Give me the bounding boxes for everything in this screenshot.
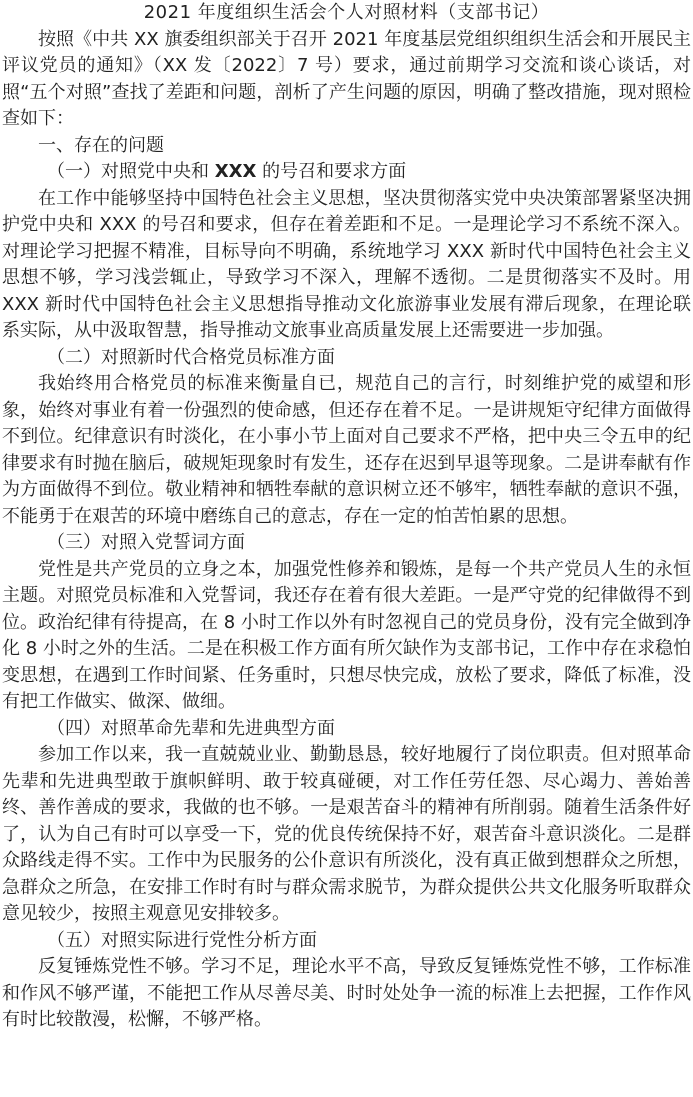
subsection-body-2: 我始终用合格党员的标准来衡量自已，规范自己的言行，时刻维护党的威望和形象，始终对事业有着一份强烈的使命感，但还存在着不足。一是讲规矩守纪律方面做得不到位。纪律意识有时淡化，在小事小节上面对自己要求不严格，把中央三令五申的纪律要求有时抛在脑后，破规矩现象时有发生，还存在迟到早退等现象。二是讲奉献有作为方面做得不到位。敬业精神和牺牲奉献的意识树立还不够牢，牺牲奉献的意识不强，不能勇于在艰苦的环境中磨练自己的意志，存在一定的怕苦怕累的思想。 [2, 373, 691, 527]
subsection-heading-1 [2, 159, 691, 186]
subsection-heading-2: （二）对照新时代合格党员标准方面 [47, 346, 335, 368]
subsection-heading-1-prefix: （一）对照党中央和 [47, 161, 215, 182]
subsection-heading-4: （四）对照革命先辈和先进典型方面 [47, 717, 335, 739]
section-heading-problems: 一、存在的问题 [38, 134, 164, 156]
document-title: 2021 年度组织生活会个人对照材料（支部书记） [143, 2, 550, 23]
subsection-heading-5: （五）对照实际进行党性分析方面 [47, 929, 317, 951]
subsection-body-5: 反复锤炼党性不够。学习不足，理论水平不高，导致反复锤炼党性不够，工作标准和作风不够严谨，不能把工作从尽善尽美、时时处处争一流的标准上去把握，工作作风有时比较散漫，松懈，不够严格。 [2, 956, 691, 1030]
intro-paragraph: 按照《中共 XX 旗委组织部关于召开 2021 年度基层党组织组织生活会和开展民主评议党员的通知》（XX 发〔2022〕7 号）要求，通过前期学习交流和谈心谈话，对照“五个对照”查找了差距和问题，剖析了产生问题的原因，明确了整改措施，现对照检查如下： [2, 28, 691, 129]
subsection-body-4: 参加工作以来，我一直兢兢业业、勤勤恳恳，较好地履行了岗位职责。但对照革命先辈和先进典型敢于旗帜鲜明、敢于较真碰硬，对工作任劳任怨、尽心竭力、善始善终、善作善成的要求，我做的也不够。一是艰苦奋斗的精神有所削弱。随着生活条件好了，认为自己有时可以享受一下，党的优良传统保持不好，艰苦奋斗意识淡化。二是群众路线走得不实。工作中为民服务的公仆意识有所淡化，没有真正做到想群众之所想，急群众之所急，在安排工作时有时与群众需求脱节，为群众提供公共文化服务听取群众意见较少，按照主观意见安排较多。 [2, 744, 691, 924]
subsection-heading-1-bold: XXX [214, 161, 257, 182]
subsection-body-3: 党性是共产党员的立身之本，加强党性修养和锻炼，是每一个共产党员人生的永恒主题。对照党员标准和入党誓词，我还存在着有很大差距。一是严守党的纪律做得不到位。政治纪律有待提高，在 8 小时工作以外有时忽视自己的党员身份，没有完全做到净化 8 小时之外的生活。二是在积极工作方面有所欠缺作为支部书记，工作中存在求稳怕变思想，在遇到工作时间紧、任务重时，只想尽快完成，放松了要求，降低了标准，没有把工作做实、做深、做细。 [2, 558, 691, 712]
subsection-body-1: 在工作中能够坚持中国特色社会主义思想，坚决贯彻落实党中央决策部署紧坚决拥护党中央和 XXX 的号召和要求，但存在着差距和不足。一是理论学习不系统不深入。对理论学习把握不精准，目标导向不明确，系统地学习 XXX 新时代中国特色社会主义思想不够，学习浅尝辄止，导致学习不深入，理解不透彻。二是贯彻落实不及时。用 XXX 新时代中国特色社会主义思想指导推动文化旅游事业发展有滞后现象，在理论联系实际，从中汲取智慧，指导推动文旅事业高质量发展上还需要进一步加强。 [2, 187, 691, 341]
subsection-heading-3: （三）对照入党誓词方面 [47, 532, 245, 553]
subsection-heading-1-suffix: 的号召和要求方面 [256, 161, 407, 182]
